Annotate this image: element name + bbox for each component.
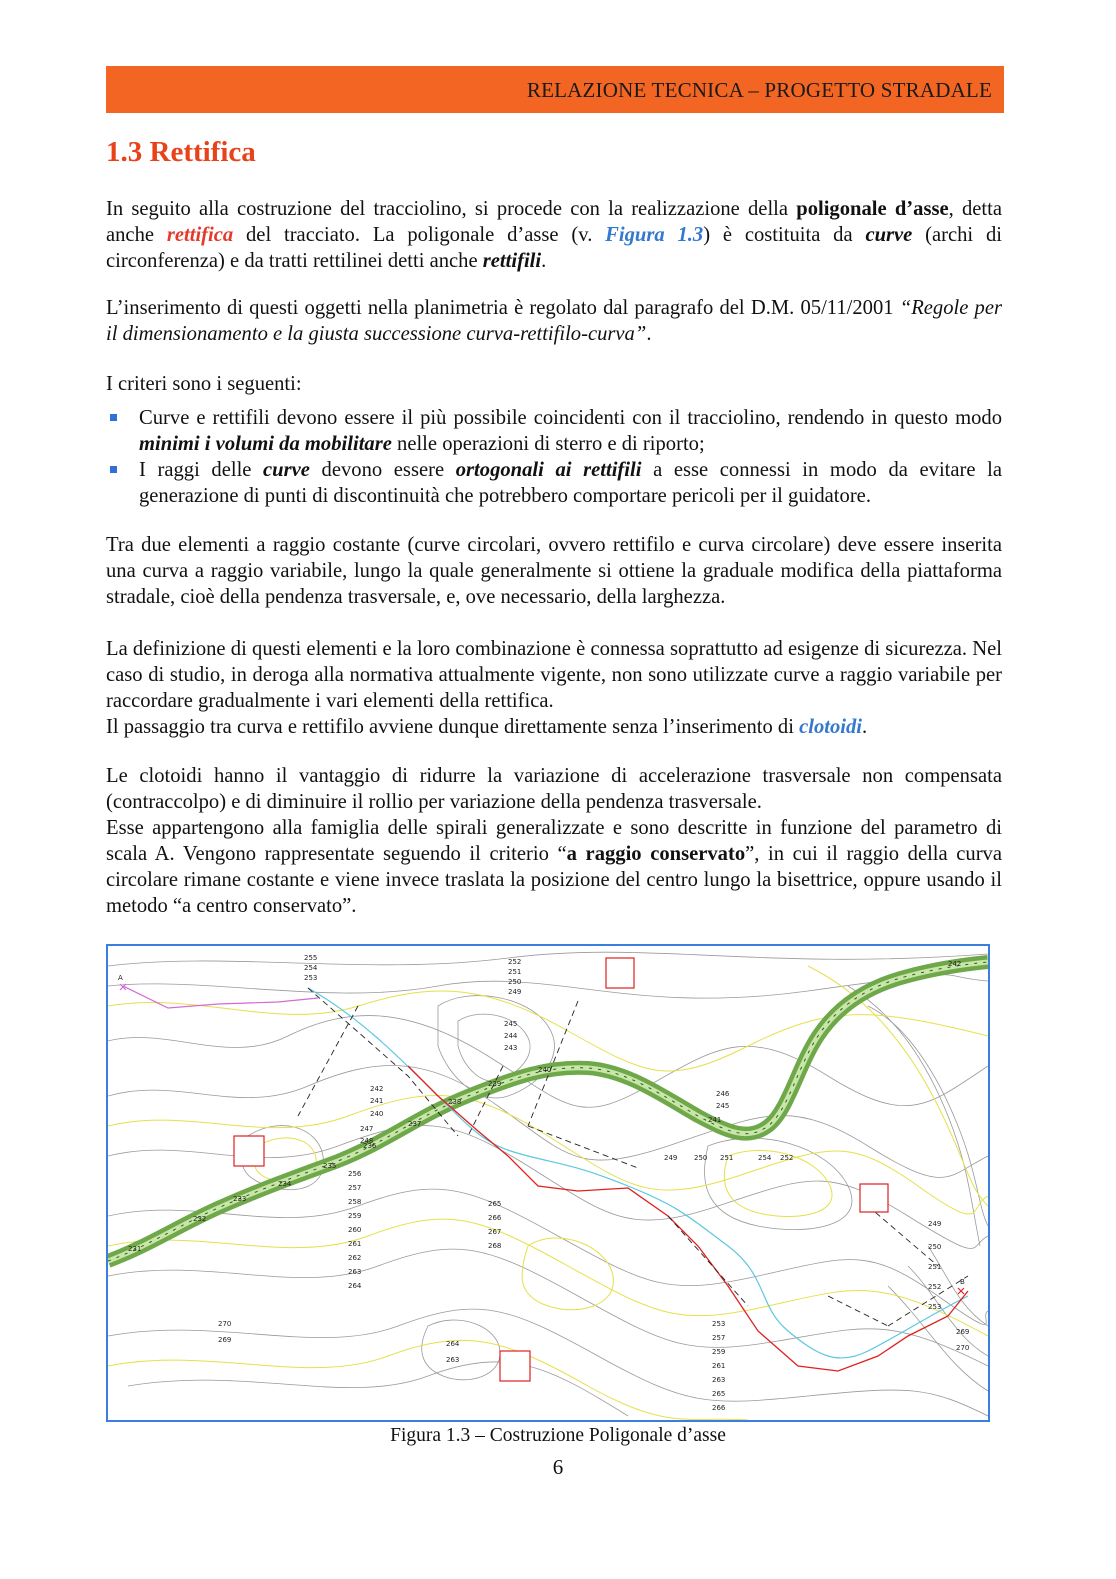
svg-text:262: 262 [348, 1254, 362, 1262]
svg-text:247: 247 [360, 1125, 374, 1133]
svg-text:240: 240 [538, 1066, 552, 1074]
svg-text:261: 261 [712, 1362, 726, 1370]
point-label-a: A [118, 974, 123, 982]
contour-lines [108, 952, 988, 1416]
svg-text:251: 251 [720, 1154, 734, 1162]
svg-text:258: 258 [348, 1198, 362, 1206]
svg-text:242: 242 [948, 960, 962, 968]
svg-text:238: 238 [448, 1098, 462, 1106]
svg-text:236: 236 [363, 1142, 377, 1150]
bullet-icon [110, 414, 117, 421]
point-label-b: B [960, 1278, 965, 1286]
svg-text:257: 257 [348, 1184, 362, 1192]
paragraph-normativa: L’inserimento di questi oggetti nella planimetria è regolato dal paragrafo del D.M. 05/11/2001 “Regole per il dimensionamento e la giusta successione curva-rettifilo-curva”. [106, 297, 1002, 345]
svg-text:261: 261 [348, 1240, 362, 1248]
svg-text:270: 270 [956, 1344, 970, 1352]
paragraph-raggio-variabile: Tra due elementi a raggio costante (curve circolari, ovvero rettifilo e curva circolare) deve essere inserita una curva a raggio variabile, lungo la quale generalmente si ottiene la graduale modifica della piattaforma stradale, cioè della pendenza trasversale, e, ove necessario, della larghezza. [106, 534, 1002, 608]
svg-text:267: 267 [488, 1228, 502, 1236]
svg-text:263: 263 [446, 1356, 460, 1364]
svg-text:253: 253 [928, 1303, 942, 1311]
figure-caption: Figura 1.3 – Costruzione Poligonale d’asse [390, 1425, 726, 1446]
criteria-list [106, 405, 1002, 509]
svg-text:259: 259 [348, 1212, 362, 1220]
section-title: 1.3 Rettifica [106, 136, 256, 168]
page-number: 6 [552, 1455, 564, 1479]
svg-text:270: 270 [218, 1320, 232, 1328]
figure-link[interactable]: Figura 1.3 [605, 224, 704, 246]
svg-text:248: 248 [360, 1137, 374, 1145]
svg-text:239: 239 [488, 1080, 502, 1088]
svg-text:265: 265 [488, 1200, 502, 1208]
road-band [108, 962, 988, 1261]
bullet-icon [110, 466, 117, 473]
svg-text:246: 246 [716, 1090, 730, 1098]
svg-text:253: 253 [712, 1320, 726, 1328]
svg-text:233: 233 [233, 1195, 247, 1203]
list-item: I raggi delle curve devono essere ortogonali ai rettifili a esse connessi in modo da evitare la generazione di punti di discontinuità che potrebbero comportare pericoli per il guidatore. [106, 457, 1002, 509]
svg-text:252: 252 [928, 1283, 942, 1291]
svg-text:254: 254 [758, 1154, 772, 1162]
svg-text:249: 249 [664, 1154, 678, 1162]
svg-text:264: 264 [446, 1340, 460, 1348]
svg-text:237: 237 [408, 1120, 422, 1128]
paragraph-clotoidi: Le clotoidi hanno il vantaggio di ridurre la variazione di accelerazione trasversale non compensata (contraccolpo) e di diminuire il rollio per variazione della pendenza trasversale. Esse appartengono alla famiglia delle spirali generalizzate e sono descritte in funzione del parametro di scala A. Vengono rappresentate seguendo il criterio “a raggio conservato”, in cui il raggio della curva circolare rimane costante e viene invece traslata la posizione del centro lungo la bisettrice, oppure usando il metodo “a centro conservato”. [106, 765, 1002, 917]
svg-text:268: 268 [488, 1242, 502, 1250]
svg-text:252: 252 [780, 1154, 794, 1162]
header-title: RELAZIONE TECNICA – PROGETTO STRADALE [526, 78, 992, 102]
svg-text:265: 265 [712, 1390, 726, 1398]
svg-text:260: 260 [348, 1226, 362, 1234]
svg-text:250: 250 [928, 1243, 942, 1251]
contour-map [108, 946, 988, 1420]
svg-text:251: 251 [928, 1263, 942, 1271]
svg-text:266: 266 [712, 1404, 726, 1412]
contour-labels [218, 954, 969, 1412]
header-bar [106, 66, 1004, 113]
svg-text:250: 250 [694, 1154, 708, 1162]
svg-text:264: 264 [348, 1282, 362, 1290]
svg-text:241: 241 [370, 1097, 384, 1105]
svg-text:243: 243 [504, 1044, 518, 1052]
svg-text:244: 244 [504, 1032, 518, 1040]
svg-text:263: 263 [712, 1376, 726, 1384]
svg-text:263: 263 [348, 1268, 362, 1276]
svg-text:253: 253 [304, 974, 318, 982]
svg-text:245: 245 [504, 1020, 518, 1028]
svg-text:251: 251 [508, 968, 522, 976]
road-centerline [108, 962, 988, 1261]
svg-text:259: 259 [712, 1348, 726, 1356]
clotoidi-link[interactable]: clotoidi [799, 716, 862, 738]
svg-text:269: 269 [218, 1336, 232, 1344]
figure-map [106, 944, 990, 1422]
paragraph-sicurezza: La definizione di questi elementi e la loro combinazione è connessa soprattutto ad esigenze di sicurezza. Nel caso di studio, in deroga alla normativa attualmente vigente, non sono utilizzate curve a raggio variabile per raccordare gradualmente i vari elementi della rettifica. Il passaggio tra curva e rettifilo avviene dunque direttamente senza l’inserimento di clotoidi. [106, 638, 1002, 738]
svg-text:240: 240 [370, 1110, 384, 1118]
svg-text:252: 252 [508, 958, 522, 966]
svg-text:256: 256 [348, 1170, 362, 1178]
svg-text:232: 232 [193, 1215, 207, 1223]
list-item: Curve e rettifili devono essere il più possibile coincidenti con il tracciolino, rendendo in questo modo minimi i volumi da mobilitare nelle operazioni di sterro e di riporto; [106, 405, 1002, 457]
svg-text:249: 249 [508, 988, 522, 996]
road-station-labels [128, 960, 961, 1253]
svg-text:254: 254 [304, 964, 318, 972]
svg-text:234: 234 [278, 1180, 292, 1188]
svg-text:235: 235 [323, 1162, 337, 1170]
svg-text:250: 250 [508, 978, 522, 986]
svg-text:231: 231 [128, 1245, 142, 1253]
svg-text:242: 242 [370, 1085, 384, 1093]
svg-text:255: 255 [304, 954, 318, 962]
svg-text:269: 269 [956, 1328, 970, 1336]
paragraph-intro: In seguito alla costruzione del tracciolino, si procede con la realizzazione della poligonale d’asse, detta anche rettifica del tracciato. La poligonale d’asse (v. Figura 1.3) è costituita da curve (archi di circonferenza) e da tratti rettilinei detti anche rettifili. [106, 198, 1002, 272]
paragraph-criteri: I criteri sono i seguenti: [106, 373, 302, 395]
svg-text:257: 257 [712, 1334, 726, 1342]
svg-text:266: 266 [488, 1214, 502, 1222]
magenta-line [123, 986, 318, 1008]
svg-text:245: 245 [716, 1102, 730, 1110]
svg-text:241: 241 [708, 1116, 722, 1124]
road-stations [108, 962, 988, 1261]
svg-text:249: 249 [928, 1220, 942, 1228]
